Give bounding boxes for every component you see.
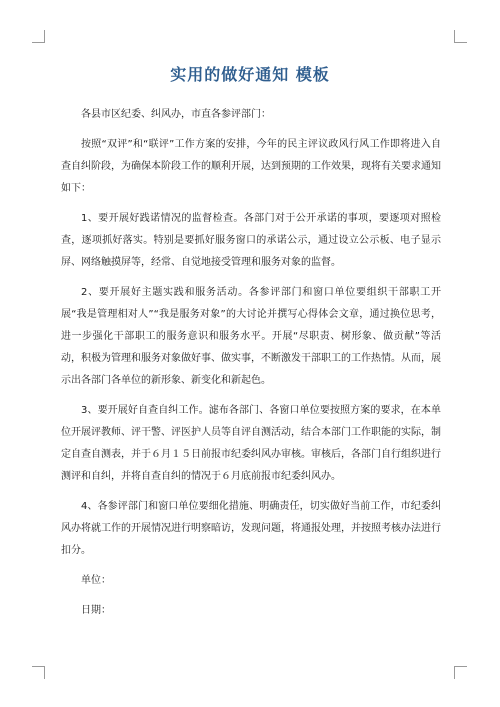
date-label: 日期：: [81, 605, 111, 616]
paragraph-item-1: 1、要开展好践诺情况的监督检查。各部门对于公开承诺的事项，要逐项对照检查，逐项抓好落实。特别是要抓好服务窗口的承诺公示，通过设立公示板、电子显示屏、网络触摸屏等，经常、自觉地接受管理和服务对象的监督。: [61, 213, 441, 268]
paragraph-intro: 按照“双评”和“联评”工作方案的安排，今年的民主评议政风行风工作即将进入自查自纠阶段，为确保本阶段工作的顺利开展，达到预期的工作效果，现将有关要求通知如下：: [61, 139, 441, 194]
document-title: 实用的做好通知 模板: [170, 65, 330, 84]
crop-mark-top-left: [32, 30, 45, 43]
unit-label: 单位：: [81, 575, 111, 586]
crop-mark-bottom-left: [32, 666, 45, 679]
paragraph-item-3: 3、要开展好自查自纠工作。滤布各部门、各窗口单位要按照方案的要求，在本单位开展评教师、评干警、评医护人员等自评自测活动，结合本部门工作职能的实际，制定自查自测表，并于６月１５日前报市纪委纠风办审核。审核后，各部门自行组织进行测评和自纠，并将自查自纠的情况于６月底前报市纪委纠风办。: [61, 405, 441, 482]
crop-mark-bottom-right: [454, 666, 467, 679]
salutation: 各县市区纪委、纠风办，市直各参评部门：: [81, 109, 271, 120]
crop-mark-top-right: [454, 30, 467, 43]
paragraph-item-4: 4、各参评部门和窗口单位要细化措施、明确责任，切实做好当前工作，市纪委纠风办将就工作的开展情况进行明察暗访，发现问题，将通报处理，并按照考核办法进行扣分。: [61, 501, 441, 556]
document-body: [61, 104, 441, 622]
paragraph-item-2: 2、要开展好主题实践和服务活动。各参评部门和窗口单位要组织干部职工开展“我是管理相对人”“我是服务对象”的大讨论并撰写心得体会文章，通过换位思考，进一步强化干部职工的服务意识和服务水平。开展“尽职责、树形象、做贡献”等活动，积极为管理和服务对象做好事、做实事，不断激发干部职工的工作热情。从而，展示出各部门各单位的新形象、新变化和新起色。: [61, 287, 441, 386]
